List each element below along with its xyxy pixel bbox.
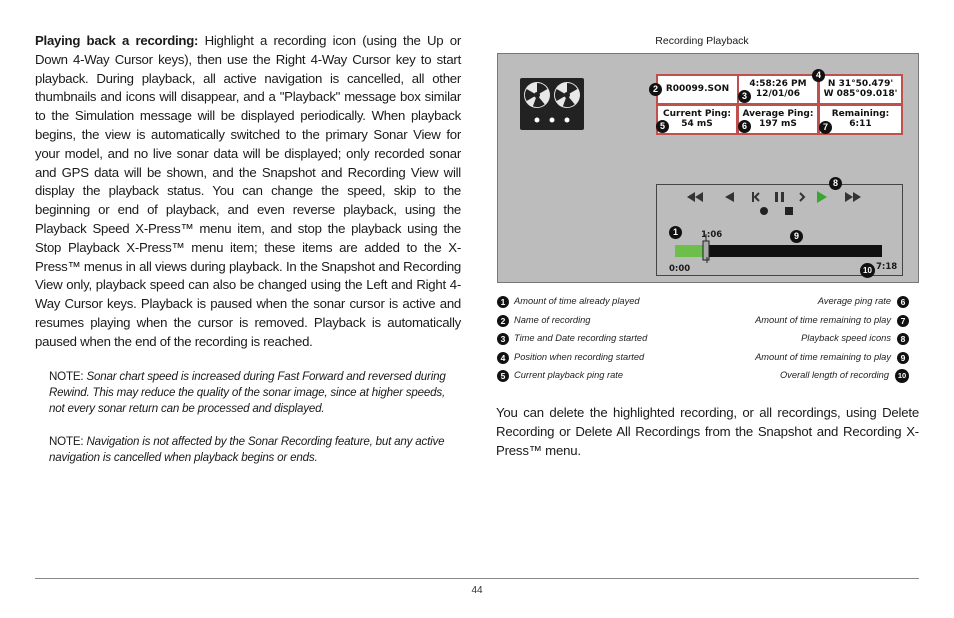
legend-item [801, 330, 909, 346]
playback-screen [497, 53, 919, 283]
legend-badge: 1 [497, 296, 509, 308]
legend-item [780, 367, 909, 383]
forward-fast-icon [845, 192, 861, 202]
legend-item [497, 367, 623, 383]
recording-reels-icon [520, 78, 584, 130]
figure-title: Recording Playback [655, 35, 749, 47]
footer-divider [35, 578, 919, 579]
longitude: W 085°09.018' [823, 89, 898, 99]
body-text: Highlight a recording icon (using the Up or Down 4-Way Cursor keys), then use the Right 4-Way Cursor key to start playback. During playback, all active navigation is cancelled, all other thumbnails and icons will disappear, and a "Playback" message box similar to the Simulation message will be displayed periodically. When playback begins, the view is automatically switched to the primary Sonar View for your model, and no live sonar data will be displayed; only recorded sonar and GPS data will be shown, and the Snapshot and Recording View will display the playback status. You can change the speed, skip to the beginning or end of playback, and even reverse playback, using the Playback Speed X-Press™ menu item, and stop the playback using the Stop Playback X-Press™ menu item; these items are added to the X-Press™ menus in all views during playback. In the Snapshot and Recording View only, playback speed can also be changed using the Left and Right 4-Way Cursor keys. Playback is paused when the sonar cursor is active and resumes playing when the cursor is removed. Playback is automatically paused when the end of the recording is reached. [35, 33, 462, 349]
legend-text: Amount of time remaining to play [755, 315, 891, 325]
legend-badge: 7 [897, 315, 909, 327]
play-icon [817, 191, 827, 203]
callout-8: 8 [829, 177, 842, 190]
legend-badge: 8 [897, 333, 909, 345]
latitude: N 31°50.479' [827, 79, 894, 89]
note-1 [35, 369, 461, 418]
legend-item [755, 349, 909, 365]
start-time-label: 0:00 [669, 264, 691, 274]
recording-name-box [656, 74, 738, 105]
average-ping-value: 197 mS [759, 119, 797, 129]
legend-text: Time and Date recording started [514, 333, 648, 343]
callout-7: 7 [819, 121, 832, 134]
average-ping-label: Average Ping: [742, 109, 814, 119]
note-label: NOTE: [49, 369, 84, 383]
remaining-label: Remaining: [831, 109, 890, 119]
legend-text: Amount of time already played [514, 296, 640, 306]
legend-item [497, 330, 647, 346]
legend-badge: 2 [497, 315, 509, 327]
callout-4: 4 [812, 69, 825, 82]
pause-icon [775, 192, 784, 202]
section-heading: Playing back a recording: [35, 33, 199, 48]
current-ping-label: Current Ping: [663, 109, 731, 119]
record-icon [760, 207, 768, 215]
legend-badge: 6 [897, 296, 909, 308]
callout-5: 5 [656, 120, 669, 133]
progress-fill [675, 245, 706, 257]
stop-icon [785, 207, 793, 215]
skip-start-icon [753, 192, 759, 202]
delete-recording-paragraph: You can delete the highlighted recording, or all recordings, using Delete Recording or Delete All Recordings from the Snapshot and Recording X-Press™ menu. [496, 405, 919, 458]
legend-badge: 3 [497, 333, 509, 345]
legend-badge: 5 [497, 370, 509, 382]
elapsed-time: 1:06 [701, 230, 723, 240]
legend-text: Playback speed icons [801, 333, 891, 343]
legend-badge: 9 [897, 352, 909, 364]
progress-thumb [703, 241, 709, 260]
note-text: Navigation is not affected by the Sonar Recording feature, but any active navigation is cancelled when playback begins or ends. [49, 435, 445, 465]
callout-1: 1 [669, 226, 682, 239]
skip-end-icon [800, 193, 804, 201]
remaining-value: 6:11 [849, 119, 872, 129]
callout-6: 6 [738, 120, 751, 133]
legend-text: Name of recording [514, 315, 591, 325]
legend-text: Overall length of recording [779, 370, 889, 380]
legend-text: Current playback ping rate [514, 370, 624, 380]
callout-2: 2 [649, 83, 662, 96]
legend-item [497, 349, 644, 365]
callout-3: 3 [738, 90, 751, 103]
note-label: NOTE: [49, 435, 84, 449]
page-number: 44 [471, 585, 483, 596]
current-ping-value: 54 mS [681, 119, 713, 129]
position-box [818, 74, 903, 105]
total-length-label: 7:18 [876, 262, 898, 272]
rewind-icon [725, 192, 734, 202]
body-paragraph [35, 32, 461, 352]
note-text: Sonar chart speed is increased during Fast Forward and reversed during Rewind. This may reduce the quality of the sonar image, since at higher speeds, not every sonar return can be processed and displayed. [49, 369, 446, 415]
note-2 [35, 434, 461, 466]
start-time: 4:58:26 PM [749, 79, 807, 89]
legend-badge: 10 [895, 369, 909, 383]
legend-text: Amount of time remaining to play [755, 352, 891, 362]
legend-item [497, 293, 640, 309]
legend-item [755, 312, 909, 328]
recording-name: R00099.SON [665, 84, 730, 94]
current-ping-box [656, 104, 738, 135]
legend-text: Average ping rate [817, 296, 891, 306]
rewind-fast-icon [687, 192, 703, 202]
legend-badge: 4 [497, 352, 509, 364]
left-column [35, 32, 461, 467]
callout-9: 9 [790, 230, 803, 243]
legend-text: Position when recording started [514, 352, 645, 362]
legend-item [497, 312, 590, 328]
legend-item [818, 293, 909, 309]
start-date: 12/01/06 [755, 89, 801, 99]
callout-10: 10 [860, 263, 875, 278]
